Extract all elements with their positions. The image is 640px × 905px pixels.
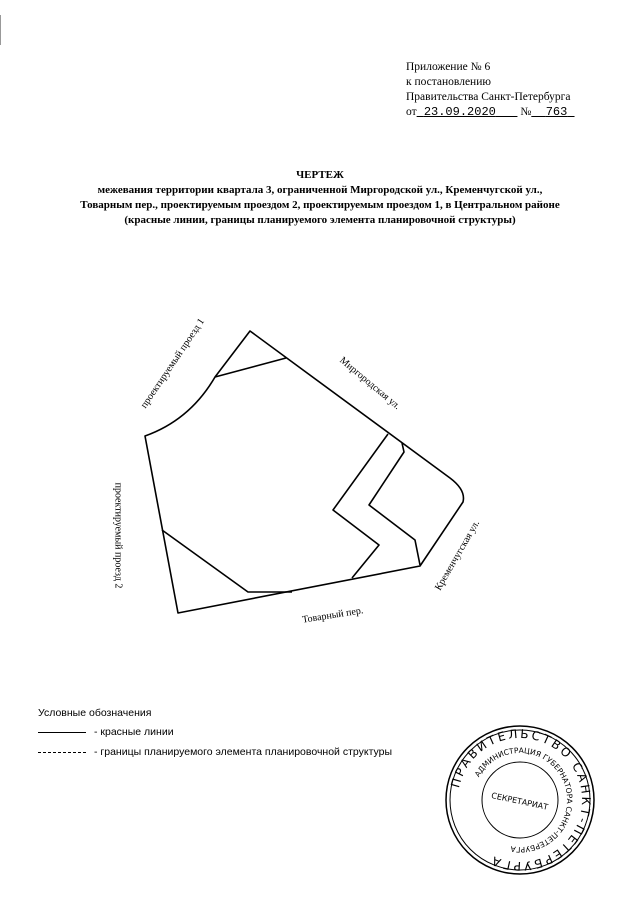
legend-item-red-lines: - красные линии	[38, 725, 392, 739]
label-proezd-1: проектируемый проезд 1	[138, 316, 208, 411]
date-prefix: от	[406, 106, 417, 118]
top-corner-line	[215, 358, 286, 377]
seal-center-text: СЕКРЕТАРИАТ	[490, 791, 549, 812]
number-prefix: №	[520, 106, 532, 118]
label-tovarny: Товарный пер.	[301, 605, 365, 626]
title-line1: межевания территории квартала 3, ограниченной Миргородской ул., Кременчугской ул.,	[97, 184, 543, 196]
appendix-line2: к постановлению	[406, 76, 491, 88]
solid-line-swatch	[38, 732, 86, 733]
svg-text:АДМИНИСТРАЦИЯ ГУБЕРНАТОРА САНК: АДМИНИСТРАЦИЯ ГУБЕРНАТОРА САНКТ-ПЕТЕРБУРГА	[472, 745, 575, 855]
svg-text:ПРАВИТЕЛЬСТВО САНКТ-ПЕТЕРБУРГА: ПРАВИТЕЛЬСТВО САНКТ-ПЕТЕРБУРГА	[448, 726, 594, 874]
label-mirgorodskaya: Миргородская ул.	[337, 354, 403, 413]
title-heading: ЧЕРТЕЖ	[296, 169, 344, 181]
legend-item-boundaries: - границы планируемого элемента планировочной структуры	[38, 745, 392, 759]
title-line3: (красные линии, границы планируемого элемента планировочной структуры)	[124, 214, 516, 226]
outer-boundary	[145, 331, 463, 613]
appendix-line1: Приложение № 6	[406, 61, 491, 73]
title-line2: Товарным пер., проектируемым проездом 2, проектируемым проездом 1, в Центральном районе	[80, 199, 560, 211]
date-value: 23.09.2020	[423, 105, 496, 119]
legend-title: Условные обозначения	[38, 707, 152, 719]
dashed-line-swatch	[38, 752, 86, 753]
legend	[38, 707, 392, 759]
middle-strip-line	[333, 434, 388, 578]
label-proezd-2: проектируемый проезд 2	[112, 482, 124, 589]
appendix-line3: Правительства Санкт-Петербурга	[406, 91, 571, 103]
official-seal	[440, 720, 600, 880]
bottom-left-line	[162, 530, 292, 592]
number-value: 763	[545, 105, 568, 119]
label-kremenchugskaya: Кременчугская ул.	[433, 518, 483, 593]
